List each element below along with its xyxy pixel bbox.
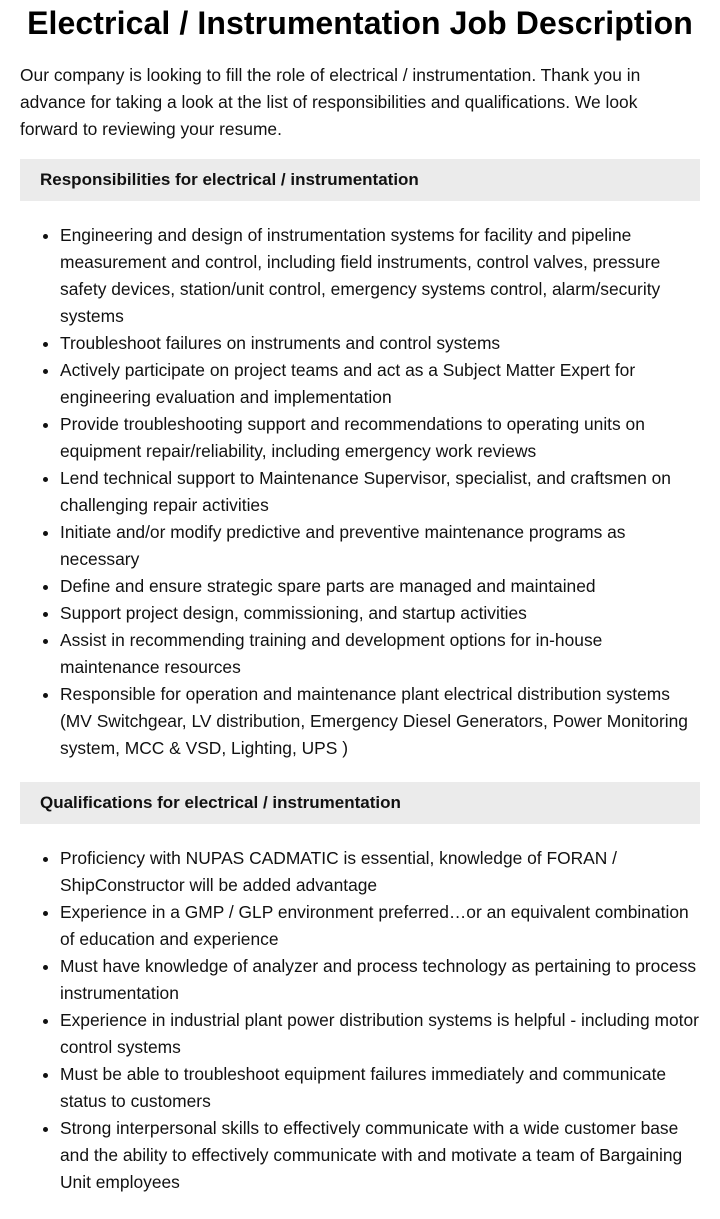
list-item: • Responsible for operation and maintenance plant electrical distribution systems (MV Switchgear, LV distribution, Emergency Diesel Generators, Power Monitoring system, MCC & VSD, Lighting, UPS ) <box>60 681 700 762</box>
list-item: • Initiate and/or modify predictive and preventive maintenance programs as necessary <box>60 519 700 573</box>
list-item: • Experience in industrial plant power distribution systems is helpful - including motor control systems <box>60 1007 700 1061</box>
responsibilities-heading: Responsibilities for electrical / instrumentation <box>20 159 700 201</box>
responsibilities-list <box>20 222 700 762</box>
list-item: • Must be able to troubleshoot equipment failures immediately and communicate status to customers <box>60 1061 700 1115</box>
qualifications-heading: Qualifications for electrical / instrumentation <box>20 782 700 824</box>
page-title: Electrical / Instrumentation Job Description <box>27 5 693 41</box>
list-item: • Engineering and design of instrumentation systems for facility and pipeline measurement and control, including field instruments, control valves, pressure safety devices, station/unit control, emergency systems control, alarm/security systems <box>60 222 700 330</box>
list-item: • Assist in recommending training and development options for in-house maintenance resources <box>60 627 700 681</box>
list-item: • Provide troubleshooting support and recommendations to operating units on equipment repair/reliability, including emergency work reviews <box>60 411 700 465</box>
list-item: • Strong interpersonal skills to effectively communicate with a wide customer base and the ability to effectively communicate with and motivate a team of Bargaining Unit employees <box>60 1115 700 1196</box>
list-item: • Support project design, commissioning, and startup activities <box>60 600 700 627</box>
qualifications-list <box>20 845 700 1196</box>
list-item: • Proficiency with NUPAS CADMATIC is essential, knowledge of FORAN / ShipConstructor will be added advantage <box>60 845 700 899</box>
list-item: • Define and ensure strategic spare parts are managed and maintained <box>60 573 700 600</box>
list-item: • Must have knowledge of analyzer and process technology as pertaining to process instrumentation <box>60 953 700 1007</box>
intro-paragraph: Our company is looking to fill the role of electrical / instrumentation. Thank you in advance for taking a look at the list of responsibilities and qualifications. We look forward to reviewing your resume. <box>20 65 641 139</box>
list-item: • Troubleshoot failures on instruments and control systems <box>60 330 700 357</box>
list-item: • Actively participate on project teams and act as a Subject Matter Expert for engineering evaluation and implementation <box>60 357 700 411</box>
list-item: • Lend technical support to Maintenance Supervisor, specialist, and craftsmen on challenging repair activities <box>60 465 700 519</box>
list-item: • Experience in a GMP / GLP environment preferred…or an equivalent combination of education and experience <box>60 899 700 953</box>
